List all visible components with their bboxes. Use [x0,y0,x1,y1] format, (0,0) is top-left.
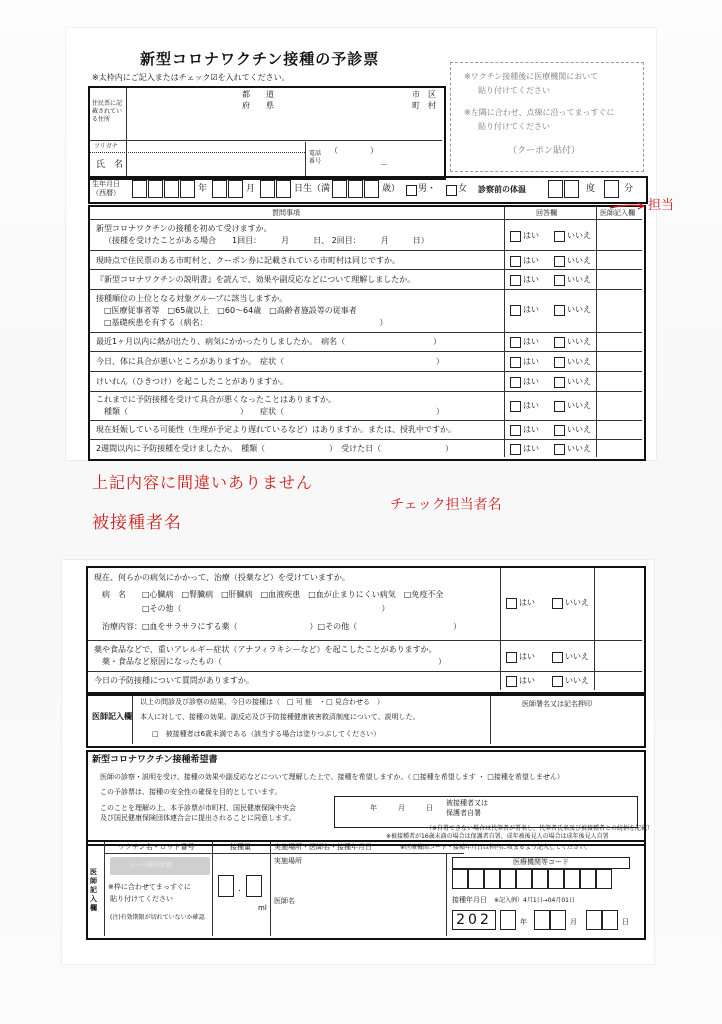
dob-day-digit[interactable] [260,180,275,198]
yes-checkbox[interactable] [510,337,521,348]
under-six-text: □ 被接種者は6歳未満である（該当する場合は塗りつぶしてください） [152,730,381,738]
wish-note-1: （※自署できない場合は代筆者が署名し、代筆者氏名及び被接種者との続柄を記載） [426,825,654,832]
expiry-note: (注)有効期限が切れていないか確認 [110,914,205,921]
temp-digit[interactable] [564,180,579,198]
code-digit[interactable] [484,869,500,889]
dob-year-digit[interactable] [132,180,147,198]
female-checkbox[interactable] [446,185,457,196]
instruction-text: ※太枠内にご記入またはチェック☑を入れてください。 [92,73,290,82]
dose-decimal-digit[interactable] [246,875,262,897]
wish-signer-label-2: 保護者自署 [446,809,481,817]
vaccination-year-digit[interactable] [500,910,516,930]
vaccination-day-digit[interactable] [602,910,618,930]
temp-digit[interactable] [548,180,563,198]
doctor-decision-text: 以上の問診及び診察の結果、今日の接種は（ □ 可 能 ・□ 見合わせる ） [140,698,384,706]
no-checkbox[interactable] [554,425,565,436]
handwritten-signer-label: 被接種者名 [92,513,182,533]
phone-label: 電話番号 [309,150,322,165]
code-label: 医療機関等コード [452,857,630,869]
no-checkbox[interactable] [554,337,565,348]
dose-digit[interactable] [218,875,234,897]
vaccine-side-label: 医師記入欄 [90,868,97,912]
no-checkbox[interactable] [552,652,563,663]
doctor-section-label: 医師記入欄 [92,712,132,721]
wish-title: 新型コロナワクチン接種希望書 [92,755,218,765]
no-checkbox[interactable] [552,676,563,687]
wish-question: 医師の診察・説明を受け、接種の効果や副反応などについて理解した上で、接種を希望しますか。（ □接種を希望します ・ □接種を希望しません） [100,773,564,781]
question-text: 接種順位の上位となる対象グループに該当しますか。 [96,294,288,303]
age-digit[interactable] [364,180,379,198]
handwritten-tantou: 担当 [648,198,675,213]
coupon-note-3: ※左隅に合わせ、点線に沿ってまっすぐに [464,108,615,117]
disease-other: □その他（ ） [142,604,390,613]
dose-label: 接種量 [230,843,251,851]
address-field[interactable] [128,112,438,138]
code-digit[interactable] [452,869,468,889]
address-label: 住民票に記載されている住所 [92,100,123,123]
doctor-sign-label: 医師署名又は記名押印 [522,700,592,708]
dob-year-digit[interactable] [148,180,163,198]
coupon-note-1: ※ワクチン接種後に医療機関において [464,72,599,81]
question-sub: 薬・食品など原因になったもの（ ） [102,657,446,666]
wish-consent-1: このことを理解の上、本予診票が市町村、国民健康保険中央会 [100,804,296,812]
yes-checkbox[interactable] [510,401,521,412]
yes-checkbox[interactable] [506,598,517,609]
dob-label: 生年月日（西暦） [92,180,120,197]
yes-checkbox[interactable] [510,425,521,436]
code-digit[interactable] [596,869,612,889]
question-text: 今日の予防接種について質問がありますか。 [94,676,254,685]
no-checkbox[interactable] [554,444,565,455]
code-digit[interactable] [468,869,484,889]
dob-day-digit[interactable] [276,180,291,198]
code-digit[interactable] [580,869,596,889]
code-digit[interactable] [516,869,532,889]
yes-checkbox[interactable] [510,357,521,368]
wish-signer-label-1: 被接種者又は [446,799,488,807]
code-digit[interactable] [532,869,548,889]
yes-checkbox[interactable] [510,275,521,286]
treatment-text: 治療内容：□血をサラサラにする薬（ ）□その他（ ） [102,622,462,631]
question-text: 今日、体に具合が悪いところがありますか。 症状（ ） [96,357,444,366]
no-checkbox[interactable] [554,401,565,412]
male-checkbox[interactable] [406,185,417,196]
col-header-questions: 質問事項 [272,209,300,217]
handwritten-confirm: 上記内容に間違いありません [92,473,314,492]
align-note-1: ※枠に合わせてまっすぐに [108,883,191,891]
place-header: 実施場所・医師名・接種年月日 [274,843,372,851]
question-sub: □基礎疾患を有する（病名： ） [104,318,388,327]
scanned-page: 新型コロナワクチン接種の予診票 ※太枠内にご記入またはチェック☑を入れてください。 ※ワクチン接種後に医療機関において 貼り付けてください ※左隅に合わせ、点線に沿ってまっすぐに 貼り付けてください （クーポン貼付） 住民票に記載されている住所 都 道 府 県 市 区 町 村 フリガナ 氏 名 電話番号 （ ） － 生年月日（西暦） 年 月 日生（満 歳） 男・ 女 診察前の体温 度 分 質問事項 回答欄 医師記入欄 新型コロナワクチンの接種を初めて受けますか。 （接種を受けたことがある場合 1回目： 月 日、 2回目： 月 日） はい いいえ 現時点で住民票のある市町村と、クーポン券に記載されている市町村は同じですか。 はい いいえ 『新型コロナワクチンの説明書』を読んで、効果や副反応などについて理解しましたか。 はい いいえ 接種順位の上位となる対象グループに該当しますか。 □医療従事者等 □65歳以上 □60～64歳 □高齢者施設等の従事者 □基礎疾患を有する（病名： ） はい いいえ 最近1ヶ月以内に熱が出たり、病気にかかったりしましたか。 病名（ ） はい いいえ 今日、体に具合が悪いところがありますか。 症状（ ） はい いいえ けいれん（ひきつけ）を起こしたことがありますか。 はい いいえ これまでに予防接種を受けて具合が悪くなったことはありますか。 種類（ ） 症状（ ） はい いいえ 現在妊娠している可能性（生理が予定より遅れているなど）はありますか。または、授乳中ですか。 はい いいえ 2週間以内に予防接種を受けましたか。 種類（ ） 受けた日（ ） はい いいえ 担当 上記内容に間違いありません 被接種者名 チェック担当者名 現在、何らかの病気にかかって、治療（投薬など）を受けていますか。 病 名 □心臓病 □腎臓病 □肝臓病 □血液疾患 □血が止まりにくい病気 □免疫不全 □その他（ ） 治療内容：□血をサラサラにする薬（ ）□その他（ ） はい いいえ 薬や食品などで、重いアレルギー症状（アナフィラキシーなど）を起こしたことがありますか。 薬・食品など原因になったもの（ ） はい いいえ 今日の予防接種について質問がありますか。 はい いいえ 医師記入欄 以上の問診及び診察の結果、今日の接種は（ □ 可 能 ・□ 見合わせる ） 本人に対して、接種の効果、副反応及び予防接種健康被害救済制度について、説明した。 □ 被接種者は6歳未満である（該当する場合は塗りつぶしてください） 医師署名又は記名押印 新型コロナワクチン接種希望書 医師の診察・説明を受け、接種の効果や副反応などについて理解した上で、接種を希望しますか。（ □接種を希望します ・ □接種を希望しません） この予診票は、接種の安全性の確保を目的としています。 このことを理解の上、本予診票が市町村、国民健康保険中央会 及び国民健康保険団体連合会に提出されることに同意します。 年 月 日 被接種者又は 保護者自署 （※自署できない場合は代筆者が署名し、代筆者氏名及び被接種者との続柄を記載） ※被接種者が16歳未満の場合は保護者自署、成年被後見人の場合は成年後見人自署 医師記入欄 ワクチン名・ロット番号 シール貼付位置 ※枠に合わせてまっすぐに 貼り付けてください (注)有効期限が切れていないか確認 接種量 . ml 実施場所・医師名・接種年月日 実施場所 医師名 ※医療機関コード・接種年月日は枠内に収まるよう記入してください。 医療機関等コード 接種年月日 ※記入例）4月1日→04月01日 202 年 月 日 [0,0,722,1024]
code-digit[interactable] [564,869,580,889]
dob-year-digit[interactable] [164,180,179,198]
coupon-note-4: 貼り付けてください [478,122,550,131]
question-text: 新型コロナワクチンの接種を初めて受けますか。 [96,224,272,233]
yes-checkbox[interactable] [510,377,521,388]
year-prefix: 202 [452,910,496,930]
question-text: 現在妊娠している可能性（生理が予定より遅れているなど）はありますか。または、授乳中ですか。 [96,425,456,434]
place-field[interactable] [276,868,446,892]
no-checkbox[interactable] [552,598,563,609]
sticker-label: シール貼付位置 [130,862,172,869]
col-header-answers: 回答欄 [536,209,557,217]
doctor-name-label: 医師名 [274,897,295,905]
wish-signature-field[interactable] [500,798,634,824]
doctor-name-field[interactable] [276,908,446,932]
name-field[interactable] [128,154,303,174]
code-digit[interactable] [500,869,516,889]
question-text: 最近1ヶ月以内に熱が出たり、病気にかかったりしましたか。 病名（ ） [96,337,442,346]
phone-field[interactable] [328,144,438,174]
question-text: 薬や食品などで、重いアレルギー症状（アナフィラキシーなど）を起こしたことがありますか。 [94,645,437,654]
yes-checkbox[interactable] [506,676,517,687]
no-checkbox[interactable] [554,275,565,286]
question-sub: （接種を受けたことがある場合 1回目： 月 日、 2回目： 月 日） [104,236,429,245]
question-text: 『新型コロナワクチンの説明書』を読んで、効果や副反応などについて理解しましたか。 [96,275,416,284]
no-checkbox[interactable] [554,231,565,242]
code-digit[interactable] [548,869,564,889]
age-digit[interactable] [332,180,347,198]
question-text: これまでに予防接種を受けて具合が悪くなったことはありますか。 [96,395,336,404]
lot-label: ワクチン名・ロット番号 [118,843,195,851]
yes-checkbox[interactable] [510,444,521,455]
yes-checkbox[interactable] [506,652,517,663]
yes-checkbox[interactable] [510,231,521,242]
temp-label: 診察前の体温 [478,185,526,194]
question-text: 現時点で住民票のある市町村と、クーポン券に記載されている市町村は同じですか。 [96,256,400,265]
disease-options: □心臓病 □腎臓病 □肝臓病 □血液疾患 □血が止まりにくい病気 □免疫不全 [142,590,444,599]
name-label: 氏 名 [96,160,124,170]
coupon-label: （クーポン貼付） [508,146,581,156]
vaccination-day-digit[interactable] [586,910,602,930]
date-label: 接種年月日 [452,896,487,904]
dob-month-digit[interactable] [228,180,243,198]
dob-year-digit[interactable] [180,180,195,198]
handwritten-checker-label: チェック担当者名 [390,497,502,513]
no-checkbox[interactable] [554,357,565,368]
age-digit[interactable] [348,180,363,198]
temp-decimal-digit[interactable] [604,180,619,198]
question-text: 2週間以内に予防接種を受けましたか。 種類（ ） 受けた日（ ） [96,444,454,453]
wish-date: 年 月 日 [370,804,433,812]
disease-label: 病 名 [102,590,126,599]
date-example: ※記入例）4月1日→04月01日 [494,897,575,904]
form-title: 新型コロナワクチン接種の予診票 [140,50,380,68]
wish-note-2: ※被接種者が16歳未満の場合は保護者自署、成年被後見人の場合は成年後見人自署 [386,833,609,840]
question-sub: 種類（ ） 症状（ ） [104,407,444,416]
code-note: ※医療機関コード・接種年月日は枠内に収まるよう記入してください。 [400,844,592,851]
no-checkbox[interactable] [554,256,565,267]
yes-checkbox[interactable] [510,256,521,267]
doctor-signature-field[interactable] [494,712,638,742]
vaccination-month-digit[interactable] [534,910,550,930]
handwritten-arrow [608,200,648,214]
dob-month-digit[interactable] [212,180,227,198]
align-note-2: 貼り付けてください [110,895,173,903]
place-label: 実施場所 [274,857,302,865]
wish-purpose: この予診票は、接種の安全性の確保を目的としています。 [100,788,282,796]
coupon-note-2: 貼り付けてください [478,86,550,95]
doctor-explained-text: 本人に対して、接種の効果、副反応及び予防接種健康被害救済制度について、説明した。 [140,713,420,721]
col-header-doctor: 医師記入欄 [600,209,635,217]
yes-checkbox[interactable] [510,305,521,316]
furigana-label: フリガナ [94,143,118,150]
no-checkbox[interactable] [554,377,565,388]
no-checkbox[interactable] [554,305,565,316]
question-sub: □医療従事者等 □65歳以上 □60～64歳 □高齢者施設等の従事者 [104,306,357,315]
question-text: けいれん（ひきつけ）を起こしたことがありますか。 [96,377,288,386]
vaccination-month-digit[interactable] [550,910,566,930]
question-text: 現在、何らかの病気にかかって、治療（投薬など）を受けていますか。 [94,573,350,582]
wish-consent-2: 及び国民健康保険団体連合会に提出されることに同意します。 [100,814,296,822]
